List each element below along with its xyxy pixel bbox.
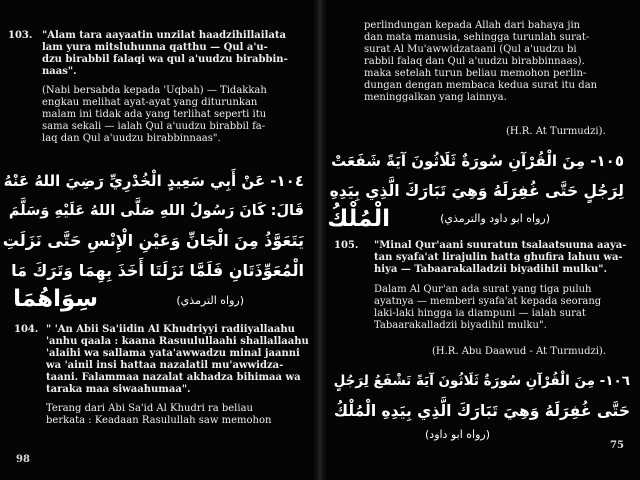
hadith-104-arabic-line: يَتَعَوَّذُ مِنَ الْجَانِّ وَعَيْنِ الْإِنْسِ حَتَّى نَزَلَتِ xyxy=(2,231,304,250)
hadith-105-translit-line: tan syafa'at lirajulin hatta ghufira lahuu wa- xyxy=(374,252,623,263)
hadith-105-translation-line: ayatnya — memberi syafa'at kepada seorang xyxy=(374,296,602,307)
page-number: 75 xyxy=(610,440,624,451)
hadith-105-arabic-reference: (رواه ابو داود والترمذي) xyxy=(440,212,550,225)
hadith-105-arabic-line: لِرَجُلٍ حَتَّى غُفِرَلَهُ وَهِيَ تَبَارَكَ الَّذِي بِيَدِهِ xyxy=(329,182,624,200)
hadith-104-continuation-line: surat Al Mu'awwidzataani (Qul a'uudzu bi xyxy=(364,44,577,55)
hadith-105-reference: (H.R. Abu Daawud - At Turmudzi). xyxy=(432,346,607,357)
hadith-103-translit-line: naas". xyxy=(42,66,77,77)
hadith-106-arabic-reference: (رواه ابو داود) xyxy=(425,428,490,441)
hadith-104-translit-line: wa 'ainil insi hattaa nazalatil mu'awwidza- xyxy=(46,360,284,371)
hadith-105-arabic-line: الْمُلْكُ xyxy=(327,206,390,232)
hadith-104-continuation-line: meninggalkan yang lainnya. xyxy=(364,92,507,103)
hadith-103-translation-line: sama sekali — ialah Qul a'uudzu birabbil fa- xyxy=(42,121,266,132)
hadith-104-continuation-line: rabbil falaq dan Qul a'uudzu birabbinnaas). xyxy=(364,56,585,67)
hadith-103-translation-line: laq dan Qul a'uudzu birabbinnaas". xyxy=(42,133,221,144)
hadith-106-arabic-line: ١٠٦- مِنَ الْقُرْآنِ سُورَةٌ ثَلَاثُونَ آيَةً تَشْفَعُ لِرَجُلٍ xyxy=(333,373,630,389)
hadith-103-translit-line: dzu birabbil falaqi wa qul a'uudzu birabbin- xyxy=(42,54,288,65)
hadith-104-arabic-line: سِوَاهُمَا xyxy=(13,286,98,312)
right-page xyxy=(324,0,640,480)
hadith-105-translation-line: Tabaarakalladzii biyadihil mulku". xyxy=(374,320,547,331)
hadith-104-arabic-line: ١٠٤- عَنْ أَبِي سَعِيدٍ الْخُدْرِيِّ رَضِيَ اللهُ عَنْهُ xyxy=(3,172,304,190)
hadith-105-number: 105. xyxy=(334,240,359,251)
hadith-104-reference: (H.R. At Turmudzi). xyxy=(506,126,606,137)
hadith-105-translit-line: "Minal Qur'aani suuratun tsalaatsuuna aaya- xyxy=(374,240,627,251)
hadith-104-translit-line: taraka maa siwaahumaa". xyxy=(46,384,191,395)
hadith-105-arabic-line: ١٠٥- مِنَ الْقُرْآنِ سُورَةٌ ثَلَاثُونَ آيَةً شَفَعَتْ xyxy=(331,152,624,170)
hadith-104-arabic-line: قَالَ: كَانَ رَسُولُ اللهِ صَلَّى اللهُ عَلَيْهِ وَسَلَّمَ xyxy=(8,203,304,219)
hadith-104-arabic-reference: (رواه الترمذي) xyxy=(176,294,244,307)
hadith-105-translit-line: hiya — Tabaarakalladzii biyadihil mulku". xyxy=(374,264,607,275)
hadith-104-translation-line: berkata : Keadaan Rasulullah saw memohon xyxy=(46,415,272,426)
hadith-105-translation-line: laki-laki hingga ia diampuni — ialah surat xyxy=(374,308,586,319)
hadith-104-arabic-line: الْمُعَوِّذَتَانِ فَلَمَّا نَزَلَتَا أَخَذَ بِهِمَا وَتَرَكَ مَا xyxy=(11,261,304,280)
hadith-104-number: 104. xyxy=(14,324,39,335)
hadith-105-translation-line: Dalam Al Qur'an ada surat yang tiga puluh xyxy=(374,284,592,295)
page-number: 98 xyxy=(16,454,30,465)
hadith-103-translation-line: engkau melihat ayat-ayat yang diturunkan xyxy=(42,97,258,108)
hadith-104-continuation-line: dan mata manusia, sehingga turunlah surat- xyxy=(364,32,590,43)
hadith-103-translation-line: malam ini tidak ada yang terlihat seperti itu xyxy=(42,109,267,120)
hadith-103-translit-line: lam yura mitsluhunna qatthu — Qul a'u- xyxy=(42,42,268,53)
hadith-104-translation-line: Terang dari Abi Sa'id Al Khudri ra beliau xyxy=(46,403,253,414)
hadith-103-translit-line: "Alam tara aayaatin unzilat haadzihillailata xyxy=(42,30,286,41)
hadith-104-continuation-line: maka setelah turun beliau memohon perlin- xyxy=(364,68,587,79)
hadith-104-translit-line: 'anhu qaala : kaana Rasuulullaahi shallallaahu xyxy=(46,336,309,347)
hadith-104-translit-line: " 'An Abii Sa'iidin Al Khudriyyi radiiyallaahu xyxy=(46,324,295,335)
hadith-104-continuation-line: perlindungan kepada Allah dari bahaya jin xyxy=(364,20,581,31)
hadith-103-number: 103. xyxy=(8,30,33,41)
hadith-106-arabic-line: حَتَّى غُفِرَلَهُ وَهِيَ تَبَارَكَ الَّذِي بِيَدِهِ الْمُلْكُ xyxy=(333,402,630,420)
hadith-104-continuation-line: dungan dengan membaca kedua surat itu dan xyxy=(364,80,598,91)
hadith-104-translit-line: taani. Falammaa nazalat akhadza bihimaa wa xyxy=(46,372,301,383)
left-page xyxy=(0,0,316,480)
hadith-104-translit-line: 'alaihi wa sallama yata'awwadzu minal jaanni xyxy=(46,348,300,359)
hadith-103-translation-line: (Nabi bersabda kepada 'Uqbah) — Tidakkah xyxy=(42,85,267,96)
